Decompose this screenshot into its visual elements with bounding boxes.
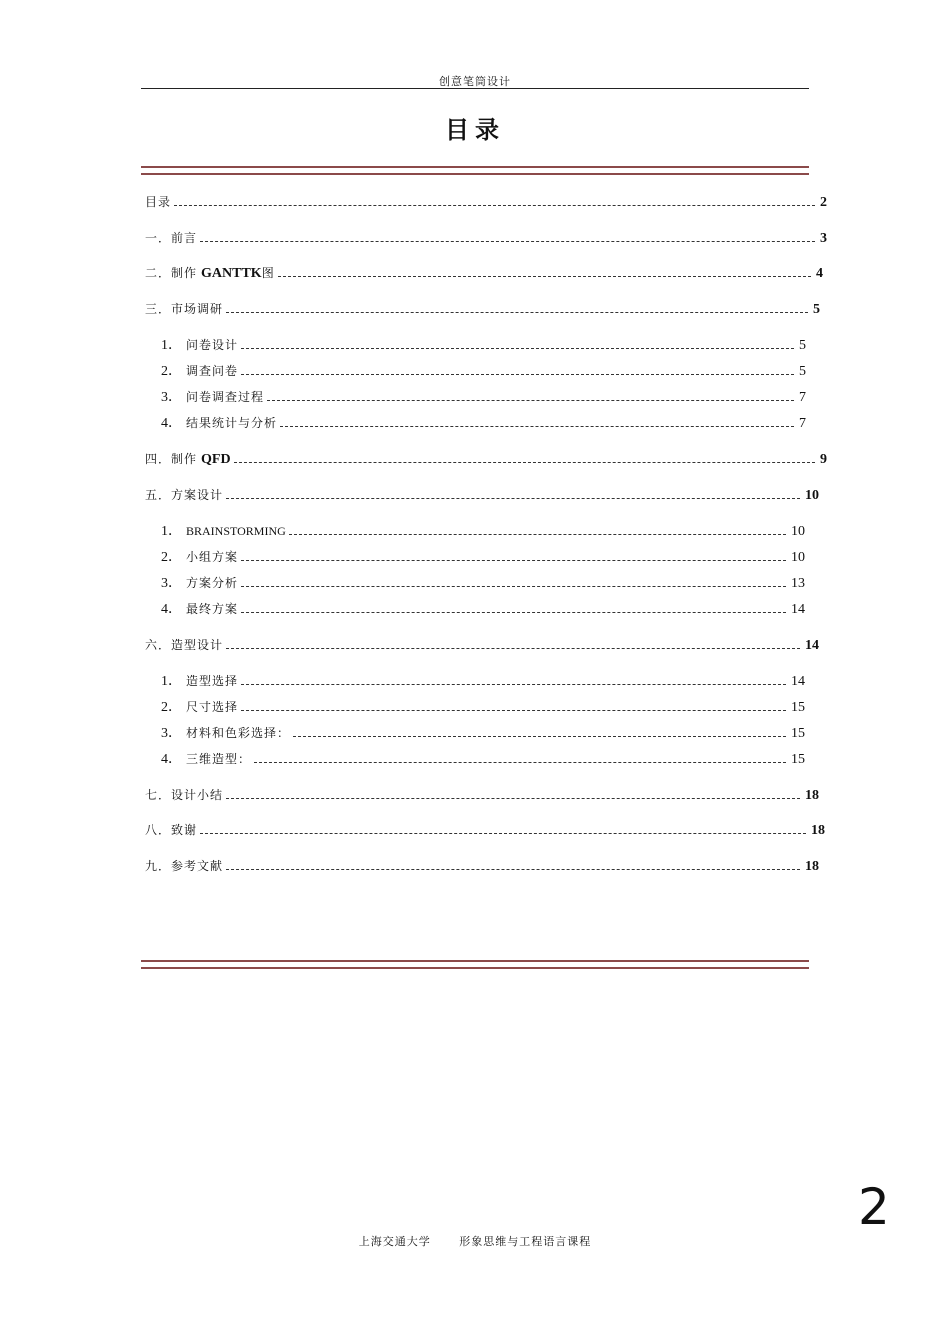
toc-entry[interactable]: 三．市场调研 5	[145, 302, 820, 317]
leader-dots	[241, 560, 786, 561]
leader-dots	[226, 312, 808, 313]
toc-page-number: 18	[811, 823, 825, 838]
toc-entry[interactable]: 二．制作 GANTTK 图 4	[145, 266, 823, 281]
toc-page-number: 3	[820, 231, 827, 246]
toc-page-number: 5	[799, 338, 806, 353]
toc-subentry[interactable]: 3． 问卷调查过程 7	[161, 390, 806, 405]
toc-subentry[interactable]: 4． 三维造型： 15	[161, 752, 805, 767]
footer-course: 形象思维与工程语言课程	[459, 1235, 592, 1248]
leader-dots	[200, 241, 815, 242]
toc-subentry[interactable]: 2． 尺寸选择 15	[161, 700, 805, 715]
leader-dots	[241, 586, 786, 587]
toc-subentry[interactable]: 2． 调查问卷 5	[161, 364, 806, 379]
toc-entry[interactable]: 四．制作 QFD 9	[145, 452, 827, 467]
toc-page-number: 14	[791, 674, 805, 689]
toc-page-number: 15	[791, 726, 805, 741]
toc-entry[interactable]: 一．前言 3	[145, 231, 827, 246]
toc-page-number: 13	[791, 576, 805, 591]
leader-dots	[254, 762, 786, 763]
bottom-double-rule	[141, 960, 809, 969]
running-header: 创意笔筒设计	[439, 75, 511, 88]
leader-dots	[278, 276, 811, 277]
toc-subentry[interactable]: 3． 方案分析 13	[161, 576, 805, 591]
toc-entry[interactable]: 目录 2	[145, 195, 827, 210]
toc-page-number: 15	[791, 700, 805, 715]
leader-dots	[226, 648, 800, 649]
leader-dots	[174, 205, 815, 206]
page-title: 目录	[445, 116, 505, 144]
toc-page-number: 4	[816, 266, 823, 281]
toc-page-number: 2	[820, 195, 827, 210]
toc-subentry[interactable]: 3． 材料和色彩选择： 15	[161, 726, 805, 741]
leader-dots	[241, 684, 786, 685]
toc-entry[interactable]: 七．设计小结 18	[145, 788, 819, 803]
toc-page-number: 7	[799, 390, 806, 405]
toc-page-number: 5	[813, 302, 820, 317]
toc-subentry[interactable]: 4． 结果统计与分析 7	[161, 416, 806, 431]
leader-dots	[200, 833, 806, 834]
leader-dots	[267, 400, 794, 401]
toc-entry[interactable]: 六．造型设计 14	[145, 638, 819, 653]
leader-dots	[241, 348, 794, 349]
toc-page-number: 9	[820, 452, 827, 467]
toc-page-number: 10	[791, 524, 805, 539]
leader-dots	[293, 736, 786, 737]
running-footer	[0, 1233, 950, 1249]
toc-subentry[interactable]: 1． BRAINSTORMING 10	[161, 524, 805, 539]
leader-dots	[241, 710, 786, 711]
leader-dots	[280, 426, 794, 427]
page-number: 2	[858, 1178, 890, 1236]
toc-entry[interactable]: 八．致谢 18	[145, 823, 825, 838]
leader-dots	[226, 869, 800, 870]
toc-page-number: 15	[791, 752, 805, 767]
toc-subentry[interactable]: 1． 问卷设计 5	[161, 338, 806, 353]
toc-page-number: 7	[799, 416, 806, 431]
toc-page-number: 10	[791, 550, 805, 565]
toc-page-number: 5	[799, 364, 806, 379]
toc-subentry[interactable]: 2． 小组方案 10	[161, 550, 805, 565]
toc-page-number: 10	[805, 488, 819, 503]
toc-entry[interactable]: 五．方案设计 10	[145, 488, 819, 503]
toc-subentry[interactable]: 1． 造型选择 14	[161, 674, 805, 689]
toc-entry[interactable]: 九．参考文献 18	[145, 859, 819, 874]
toc-subentry[interactable]: 4． 最终方案 14	[161, 602, 805, 617]
leader-dots	[241, 374, 794, 375]
leader-dots	[289, 534, 786, 535]
leader-dots	[241, 612, 786, 613]
toc-page-number: 18	[805, 859, 819, 874]
toc-page-number: 14	[791, 602, 805, 617]
leader-dots	[226, 498, 800, 499]
leader-dots	[226, 798, 800, 799]
toc-page-number: 14	[805, 638, 819, 653]
leader-dots	[234, 462, 815, 463]
footer-university: 上海交通大学	[358, 1235, 431, 1248]
toc-page-number: 18	[805, 788, 819, 803]
